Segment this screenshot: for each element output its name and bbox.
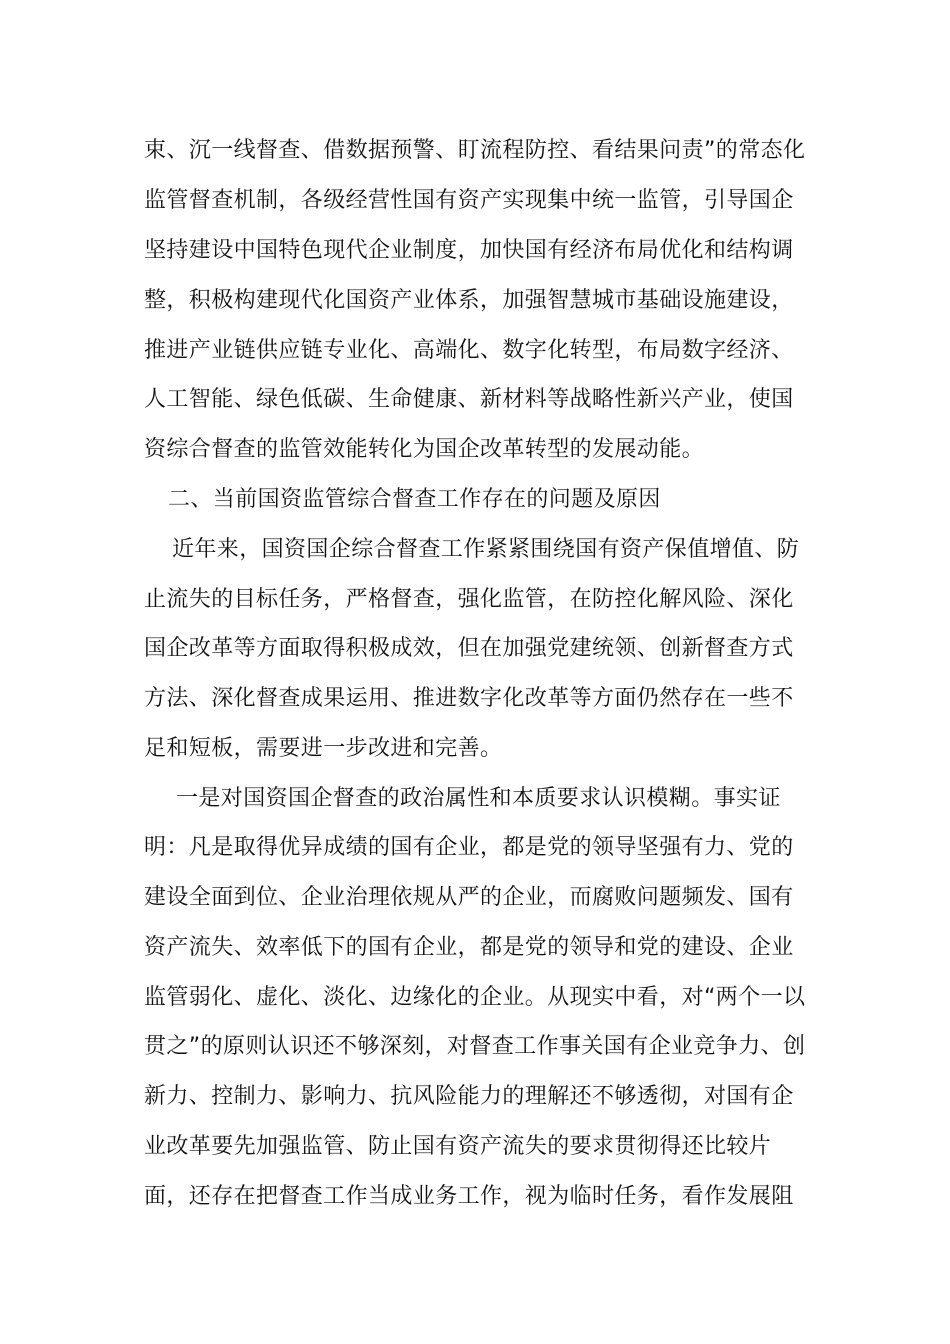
paragraph-line: 坚持建设中国特色现代企业制度，加快国有经济布局优化和结构调 xyxy=(144,238,794,263)
paragraph-line: 推进产业链供应链专业化、高端化、数字化转型，布局数字经济、 xyxy=(144,338,794,363)
paragraph-line: 束、沉一线督查、借数据预警、盯流程防控、看结果问责”的常态化 xyxy=(144,138,806,163)
paragraph-line: 业改革要先加强监管、防止国有资产流失的要求贯彻得还比较片 xyxy=(144,1134,772,1159)
paragraph-line: 资产流失、效率低下的国有企业，都是党的领导和党的建设、企业 xyxy=(144,935,794,960)
paragraph-line: 明：凡是取得优异成绩的国有企业，都是党的领导坚强有力、党的 xyxy=(144,835,794,860)
paragraph-line: 近年来，国资国企综合督查工作紧紧围绕国有资产保值增值、防 xyxy=(172,537,800,562)
paragraph-line: 止流失的目标任务，严格督查，强化监管，在防控化解风险、深化 xyxy=(144,587,794,612)
paragraph-line: 资综合督查的监管效能转化为国企改革转型的发展动能。 xyxy=(144,437,705,462)
paragraph-line: 贯之”的原则认识还不够深刻，对督查工作事关国有企业竞争力、创 xyxy=(144,1034,806,1059)
paragraph-line: 监管弱化、虚化、淡化、边缘化的企业。从现实中看，对“两个一以 xyxy=(144,985,806,1010)
section-heading: 二、当前国资监管综合督查工作存在的问题及原因 xyxy=(168,487,661,512)
paragraph-line: 整，积极构建现代化国资产业体系，加强智慧城市基础设施建设， xyxy=(144,288,794,313)
paragraph-line: 新力、控制力、影响力、抗风险能力的理解还不够透彻，对国有企 xyxy=(144,1084,794,1109)
paragraph-line: 方法、深化督查成果运用、推进数字化改革等方面仍然存在一些不 xyxy=(144,686,794,711)
paragraph-line: 足和短板，需要进一步改进和完善。 xyxy=(144,736,503,761)
paragraph-line: 人工智能、绿色低碳、生命健康、新材料等战略性新兴产业，使国 xyxy=(144,387,794,412)
paragraph-line: 一是对国资国企督查的政治属性和本质要求认识模糊。事实证 xyxy=(176,786,781,811)
paragraph-line: 监管督查机制，各级经营性国有资产实现集中统一监管，引导国企 xyxy=(144,188,794,213)
paragraph-line: 国企改革等方面取得积极成效，但在加强党建统领、创新督查方式 xyxy=(144,636,794,661)
paragraph-line: 建设全面到位、企业治理依规从严的企业，而腐败问题频发、国有 xyxy=(144,885,794,910)
paragraph-line: 面，还存在把督查工作当成业务工作，视为临时任务，看作发展阻 xyxy=(144,1184,794,1209)
